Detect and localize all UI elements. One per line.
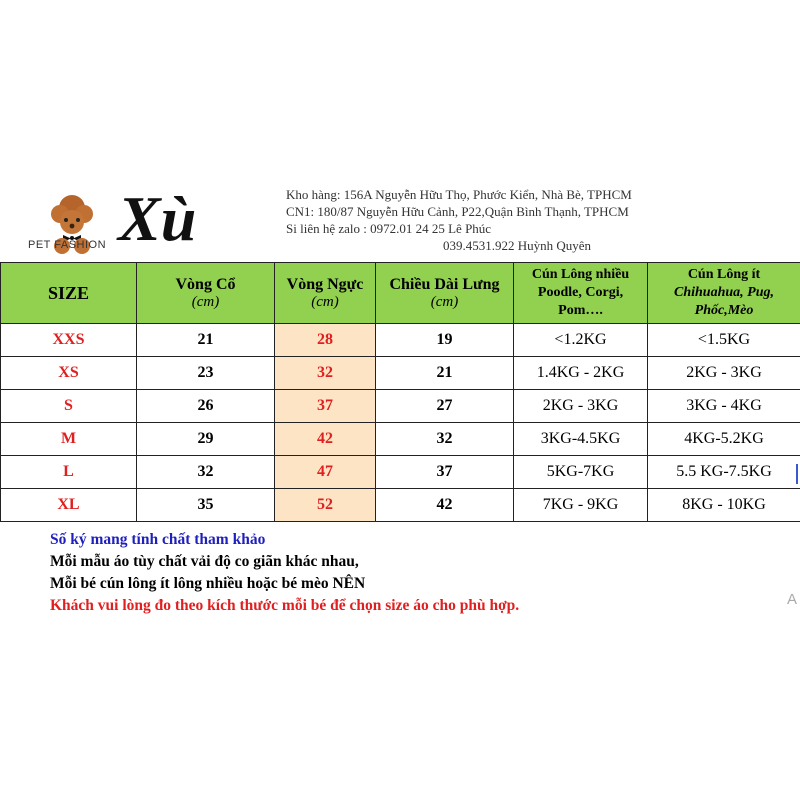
note-fur: Mỗi bé cún lông ít lông nhiều hoặc bé mèo NÊN <box>50 575 366 592</box>
cell-shorthair-weight: 5.5 KG-7.5KG <box>648 456 800 489</box>
cell-size: XL <box>1 489 137 522</box>
header-longhair-title: Cún Lông nhiều <box>531 267 630 282</box>
cell-neck: 23 <box>137 357 275 390</box>
header-shorthair <box>648 263 800 324</box>
cell-neck: 26 <box>137 390 275 423</box>
cell-chest: 42 <box>275 423 376 456</box>
cell-back: 37 <box>376 456 514 489</box>
cell-shorthair-weight: 2KG - 3KG <box>648 357 800 390</box>
header-shorthair-breeds: Chihuahua, Pug, <box>674 285 774 300</box>
header-shorthair-title: Cún Lông ít <box>687 267 761 282</box>
cell-size: M <box>1 423 137 456</box>
table-row <box>1 456 800 489</box>
header-neck-label: Vòng Cổ <box>175 275 236 293</box>
address-warehouse: Kho hàng: 156A Nguyễn Hữu Thọ, Phước Kiển, Nhà Bè, TPHCM <box>286 187 632 202</box>
table-row <box>1 390 800 423</box>
table-row <box>1 423 800 456</box>
note-reference: Số ký mang tính chất tham khảo <box>50 531 266 548</box>
cell-chest: 28 <box>275 324 376 357</box>
header-longhair <box>514 263 648 324</box>
contact-zalo: Si liên hệ zalo : 0972.01 24 25 Lê Phúc <box>286 221 492 236</box>
cell-chest: 37 <box>275 390 376 423</box>
header-neck-unit: (cm) <box>191 293 220 310</box>
address-branch: CN1: 180/87 Nguyễn Hữu Cảnh, P22,Quận Bình Thạnh, TPHCM <box>286 204 629 219</box>
cell-shorthair-weight: 4KG-5.2KG <box>648 423 800 456</box>
table-row <box>1 489 800 522</box>
header-back-label: Chiều Dài Lưng <box>389 275 500 293</box>
cell-back: 42 <box>376 489 514 522</box>
size-chart-table <box>0 262 800 522</box>
header-shorthair-breeds-more: Phốc,Mèo <box>694 303 754 318</box>
cell-shorthair-weight: 3KG - 4KG <box>648 390 800 423</box>
cell-size: XS <box>1 357 137 390</box>
cell-shorthair-weight: 8KG - 10KG <box>648 489 800 522</box>
cell-size: XXS <box>1 324 137 357</box>
notes-block <box>50 529 519 617</box>
header-size: SIZE <box>1 263 137 324</box>
cell-back: 27 <box>376 390 514 423</box>
cell-chest: 52 <box>275 489 376 522</box>
cell-shorthair-weight: <1.5KG <box>648 324 800 357</box>
corner-glyph: A <box>787 591 798 608</box>
cell-back: 19 <box>376 324 514 357</box>
cell-longhair-weight: 5KG-7KG <box>514 456 648 489</box>
header <box>0 178 800 262</box>
header-neck <box>137 263 275 324</box>
brand-logo <box>22 178 242 262</box>
cell-chest: 32 <box>275 357 376 390</box>
header-longhair-breeds: Poodle, Corgi, <box>537 285 624 300</box>
cell-neck: 21 <box>137 324 275 357</box>
cell-size: L <box>1 456 137 489</box>
table-row <box>1 357 800 390</box>
header-chest-label: Vòng Ngực <box>286 275 364 293</box>
address-block <box>286 186 786 254</box>
cell-neck: 32 <box>137 456 275 489</box>
cell-longhair-weight: 2KG - 3KG <box>514 390 648 423</box>
cell-longhair-weight: 3KG-4.5KG <box>514 423 648 456</box>
contact-phone: 039.4531.922 Huỳnh Quyên <box>443 238 592 253</box>
note-measure: Khách vui lòng đo theo kích thước mỗi bé để chọn size áo cho phù hợp. <box>50 597 520 614</box>
table-row <box>1 324 800 357</box>
cell-neck: 35 <box>137 489 275 522</box>
header-chest <box>275 263 376 324</box>
logo-mark: Xù <box>118 183 197 254</box>
edge-marker <box>796 464 798 484</box>
logo-text: PET FASHION <box>28 239 107 251</box>
cell-longhair-weight: 7KG - 9KG <box>514 489 648 522</box>
cell-longhair-weight: <1.2KG <box>514 324 648 357</box>
table-header-row <box>1 263 800 324</box>
cell-size: S <box>1 390 137 423</box>
cell-back: 32 <box>376 423 514 456</box>
cell-back: 21 <box>376 357 514 390</box>
header-longhair-breeds-more: Pom…. <box>558 303 603 318</box>
note-fabric: Mỗi mẫu áo tùy chất vải độ co giãn khác nhau, <box>50 553 359 570</box>
header-back <box>376 263 514 324</box>
cell-longhair-weight: 1.4KG - 2KG <box>514 357 648 390</box>
header-chest-unit: (cm) <box>311 293 339 310</box>
cell-chest: 47 <box>275 456 376 489</box>
header-back-unit: (cm) <box>430 293 459 310</box>
cell-neck: 29 <box>137 423 275 456</box>
